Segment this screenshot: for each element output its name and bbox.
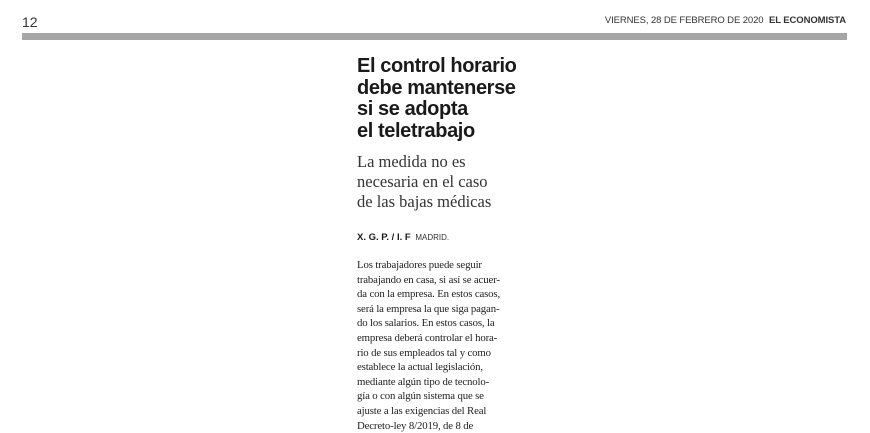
- body-line: Los trabajadores puede seguir: [357, 259, 482, 271]
- body-line: rio de sus empleados tal y como: [357, 346, 491, 359]
- body-line: trabajando en casa, si así se acuer-: [357, 273, 500, 286]
- page-header: [605, 15, 846, 26]
- article: [357, 56, 517, 433]
- byline-authors: X. G. P. / I. F: [357, 232, 411, 243]
- page-number: 12: [22, 14, 38, 30]
- byline-location: MADRID.: [415, 233, 450, 242]
- headline: [357, 56, 517, 142]
- header-rule: [22, 33, 847, 40]
- body-line: gía o con algún sistema que se: [357, 390, 484, 403]
- subheadline-line: La medida no es: [357, 152, 466, 171]
- body-line: establece la actual legislación,: [357, 361, 483, 374]
- body-line: será la empresa la que siga pagan-: [357, 302, 500, 315]
- body-line: ajuste a las exigencias del Real: [357, 404, 487, 417]
- subheadline-line: de las bajas médicas: [357, 192, 492, 211]
- headline-line: si se adopta: [357, 98, 468, 120]
- headline-line: el teletrabajo: [357, 119, 475, 142]
- publication-name: EL ECONOMISTA: [769, 15, 846, 26]
- body-line: do los salarios. En estos casos, la: [357, 317, 495, 330]
- subheadline: [357, 152, 517, 212]
- headline-line: El control horario: [357, 55, 517, 77]
- body-line: da con la empresa. En estos casos,: [357, 288, 501, 301]
- article-body: [357, 258, 505, 433]
- subheadline-line: necesaria en el caso: [357, 172, 488, 191]
- body-line: mediante algún tipo de tecnolo-: [357, 375, 490, 388]
- headline-line: debe mantenerse: [357, 76, 516, 99]
- body-line: empresa deberá controlar el hora-: [357, 331, 498, 344]
- byline: [357, 232, 517, 243]
- header-date: VIERNES, 28 DE FEBRERO DE 2020: [604, 15, 764, 26]
- body-line: Decreto-ley 8/2019, de 8 de: [357, 419, 474, 432]
